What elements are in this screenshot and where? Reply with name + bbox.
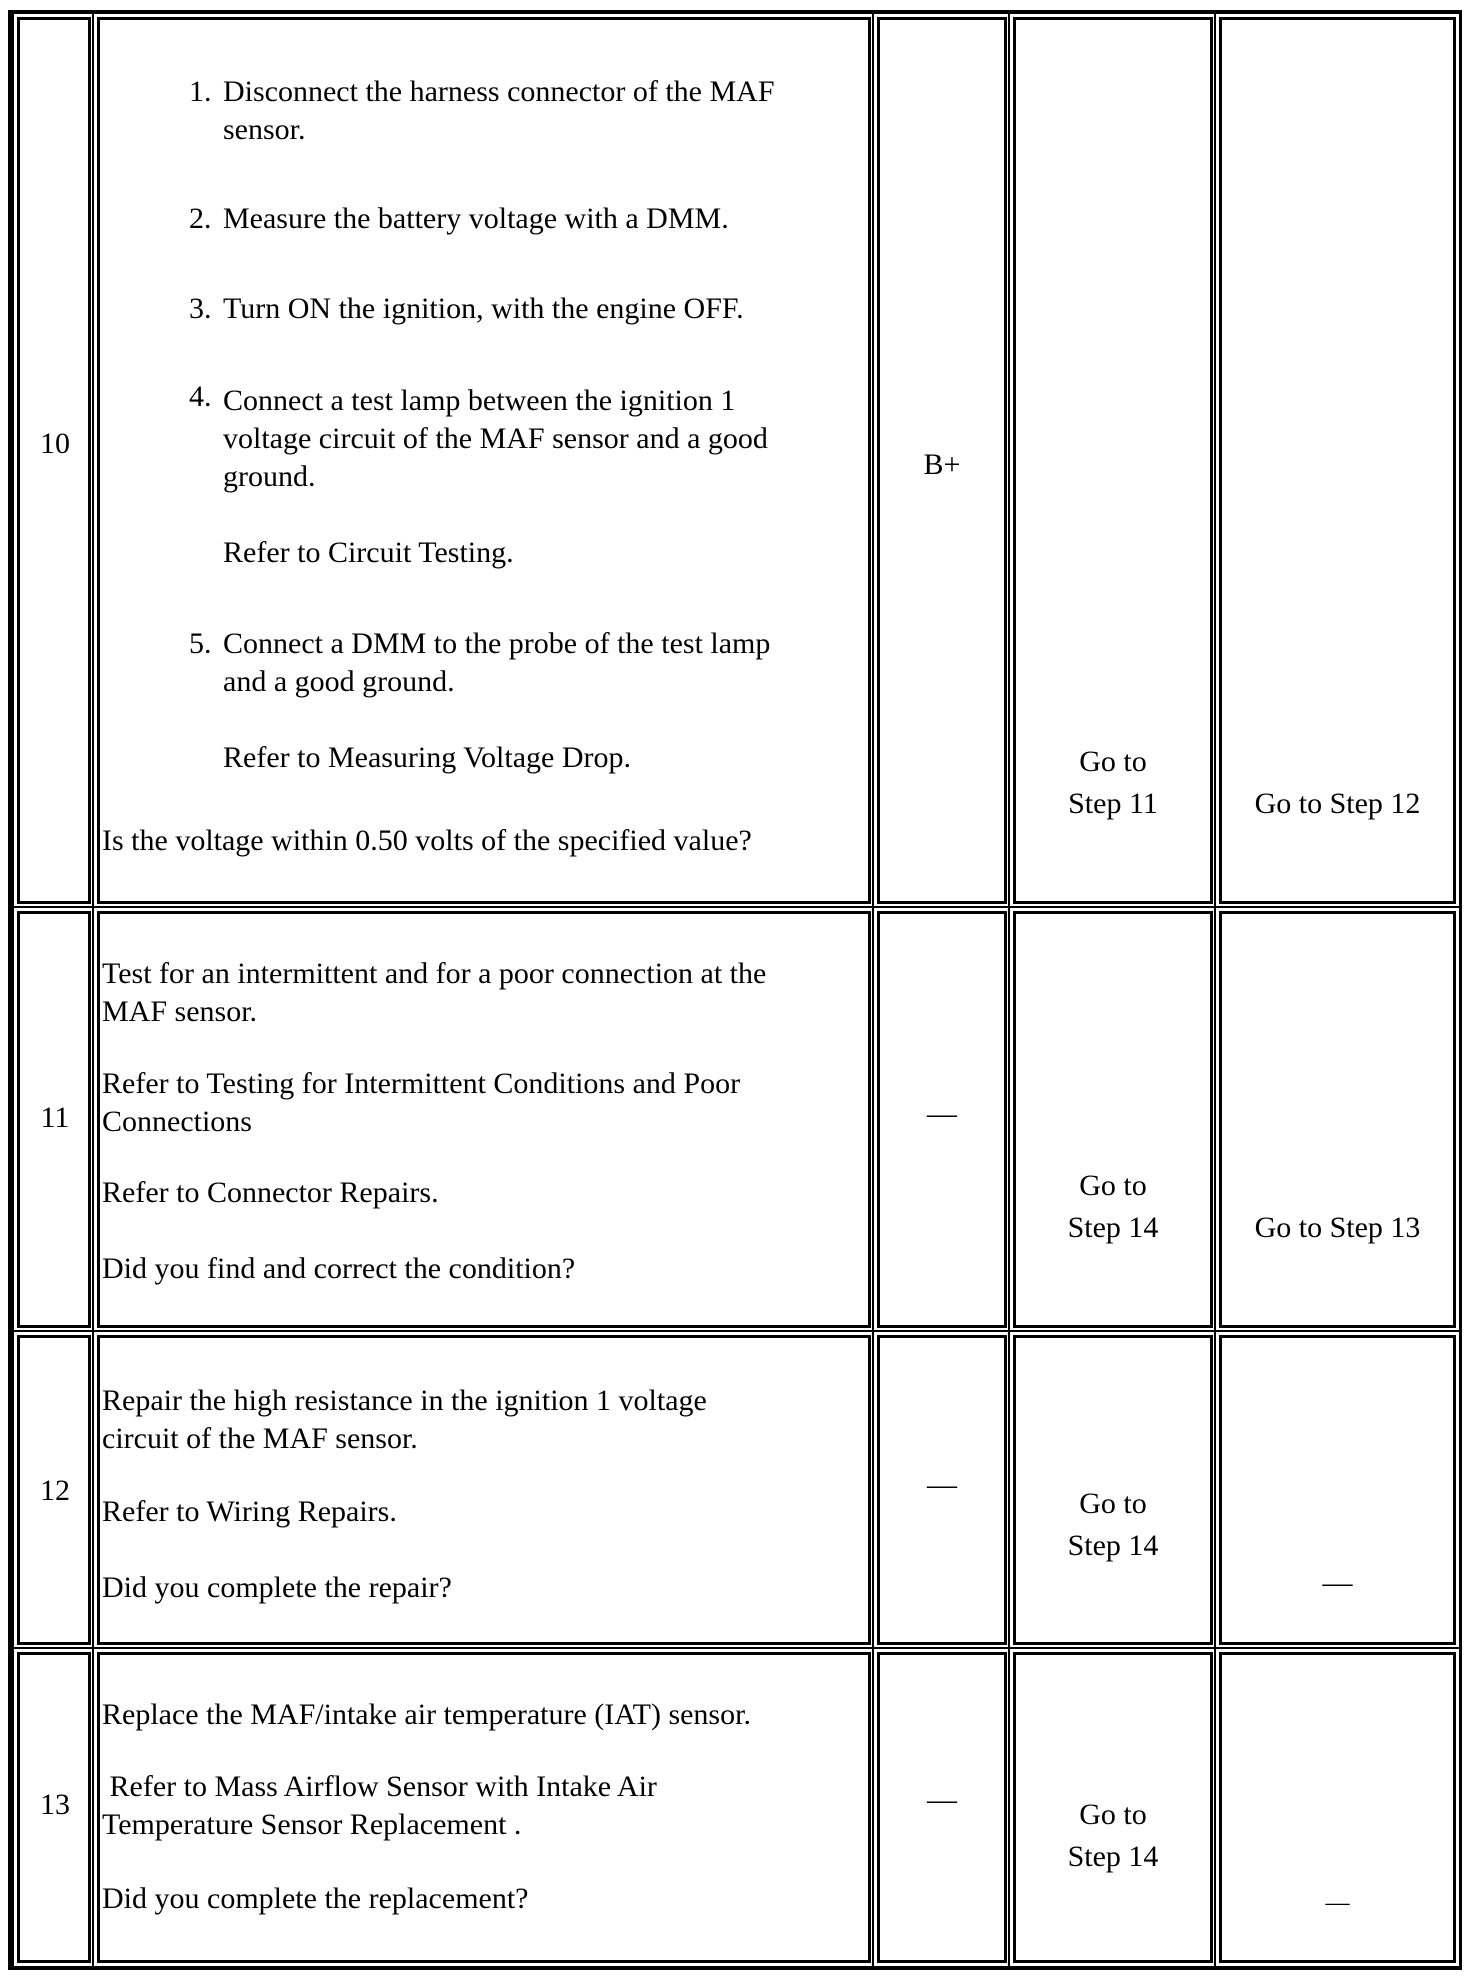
table-row-10-no-cell xyxy=(1219,17,1456,904)
question-text: Is the voltage within 0.50 volts of the specified value? xyxy=(102,824,752,857)
action-text: Refer to Wiring Repairs. xyxy=(102,1495,397,1528)
step-number: 12 xyxy=(40,1474,70,1507)
item-number: 4. xyxy=(189,380,212,413)
yes-action-line1: Go to xyxy=(1079,1487,1147,1520)
action-text: and a good ground. xyxy=(223,665,455,698)
table-row-11-step-cell xyxy=(17,911,91,1328)
action-text: Refer to Mass Airflow Sensor with Intake Air xyxy=(102,1770,657,1803)
no-action: — xyxy=(1322,1566,1353,1599)
refer-note: Refer to Circuit Testing. xyxy=(223,536,514,569)
item-number: 1. xyxy=(189,75,212,108)
action-text: Turn ON the ignition, with the engine OFF. xyxy=(223,292,744,325)
table-row-12-no-cell xyxy=(1219,1335,1456,1645)
table-row-10-value-cell xyxy=(877,17,1007,904)
refer-note: Refer to Measuring Voltage Drop. xyxy=(223,741,631,774)
item-number: 5. xyxy=(189,627,212,660)
action-text: Refer to Connector Repairs. xyxy=(102,1176,439,1209)
step-number: 11 xyxy=(40,1101,70,1134)
no-action: — xyxy=(1325,1890,1350,1916)
item-number: 3. xyxy=(189,292,212,325)
table-row-11-no-cell xyxy=(1219,911,1456,1328)
action-text: MAF sensor. xyxy=(102,995,258,1028)
value-text: — xyxy=(927,1783,957,1816)
step-number: 10 xyxy=(40,427,70,460)
yes-action-line1: Go to xyxy=(1079,745,1147,778)
table-row-13-yes-cell xyxy=(1013,1652,1213,1963)
action-text: voltage circuit of the MAF sensor and a good xyxy=(223,422,768,455)
yes-action-line1: Go to xyxy=(1079,1169,1147,1202)
action-text: Connect a test lamp between the ignition 1 xyxy=(223,384,736,417)
table-row-13-no-cell xyxy=(1219,1652,1456,1963)
item-number: 2. xyxy=(189,202,212,235)
question-text: Did you complete the repair? xyxy=(102,1571,452,1604)
step-number: 13 xyxy=(40,1788,70,1821)
value-text: — xyxy=(927,1468,957,1501)
yes-action-line2: Step 14 xyxy=(1067,1529,1159,1562)
action-text: ground. xyxy=(223,460,316,493)
action-text: Refer to Testing for Intermittent Conditions and Poor xyxy=(102,1067,741,1100)
action-text: Connect a DMM to the probe of the test lamp xyxy=(223,627,771,660)
table-row-10-action-cell xyxy=(97,17,871,904)
no-action: Go to Step 12 xyxy=(1254,787,1421,820)
question-text: Did you complete the replacement? xyxy=(102,1882,529,1915)
action-text: Replace the MAF/intake air temperature (IAT) sensor. xyxy=(102,1698,751,1731)
table-row-13-value-cell xyxy=(877,1652,1007,1963)
table-row-11-action-cell xyxy=(97,911,871,1328)
action-text: Disconnect the harness connector of the MAF xyxy=(223,75,775,108)
table-row-12-yes-cell xyxy=(1013,1335,1213,1645)
table-row-13-action-cell xyxy=(97,1652,871,1963)
table-row-10-step-cell xyxy=(17,17,91,904)
action-text: Measure the battery voltage with a DMM. xyxy=(223,202,729,235)
action-text: Repair the high resistance in the ignition 1 voltage xyxy=(102,1384,707,1417)
no-action: Go to Step 13 xyxy=(1254,1211,1421,1244)
table-row-12-value-cell xyxy=(877,1335,1007,1645)
table-row-13-step-cell xyxy=(17,1652,91,1963)
action-text: sensor. xyxy=(223,113,306,146)
table-row-12-step-cell xyxy=(17,1335,91,1645)
action-text: circuit of the MAF sensor. xyxy=(102,1422,418,1455)
yes-action-line2: Step 14 xyxy=(1067,1211,1159,1244)
value-text: — xyxy=(927,1097,957,1130)
yes-action-line1: Go to xyxy=(1079,1798,1147,1831)
action-text: Temperature Sensor Replacement . xyxy=(102,1808,522,1841)
question-text: Did you find and correct the condition? xyxy=(102,1252,576,1285)
table-row-11-value-cell xyxy=(877,911,1007,1328)
table-row-11-yes-cell xyxy=(1013,911,1213,1328)
yes-action-line2: Step 11 xyxy=(1068,787,1158,820)
table-row-10-yes-cell xyxy=(1013,17,1213,904)
action-text: Test for an intermittent and for a poor connection at the xyxy=(102,957,767,990)
action-text: Connections xyxy=(102,1105,252,1138)
table-row-12-action-cell xyxy=(97,1335,871,1645)
value-text: B+ xyxy=(923,448,961,481)
yes-action-line2: Step 14 xyxy=(1067,1840,1159,1873)
